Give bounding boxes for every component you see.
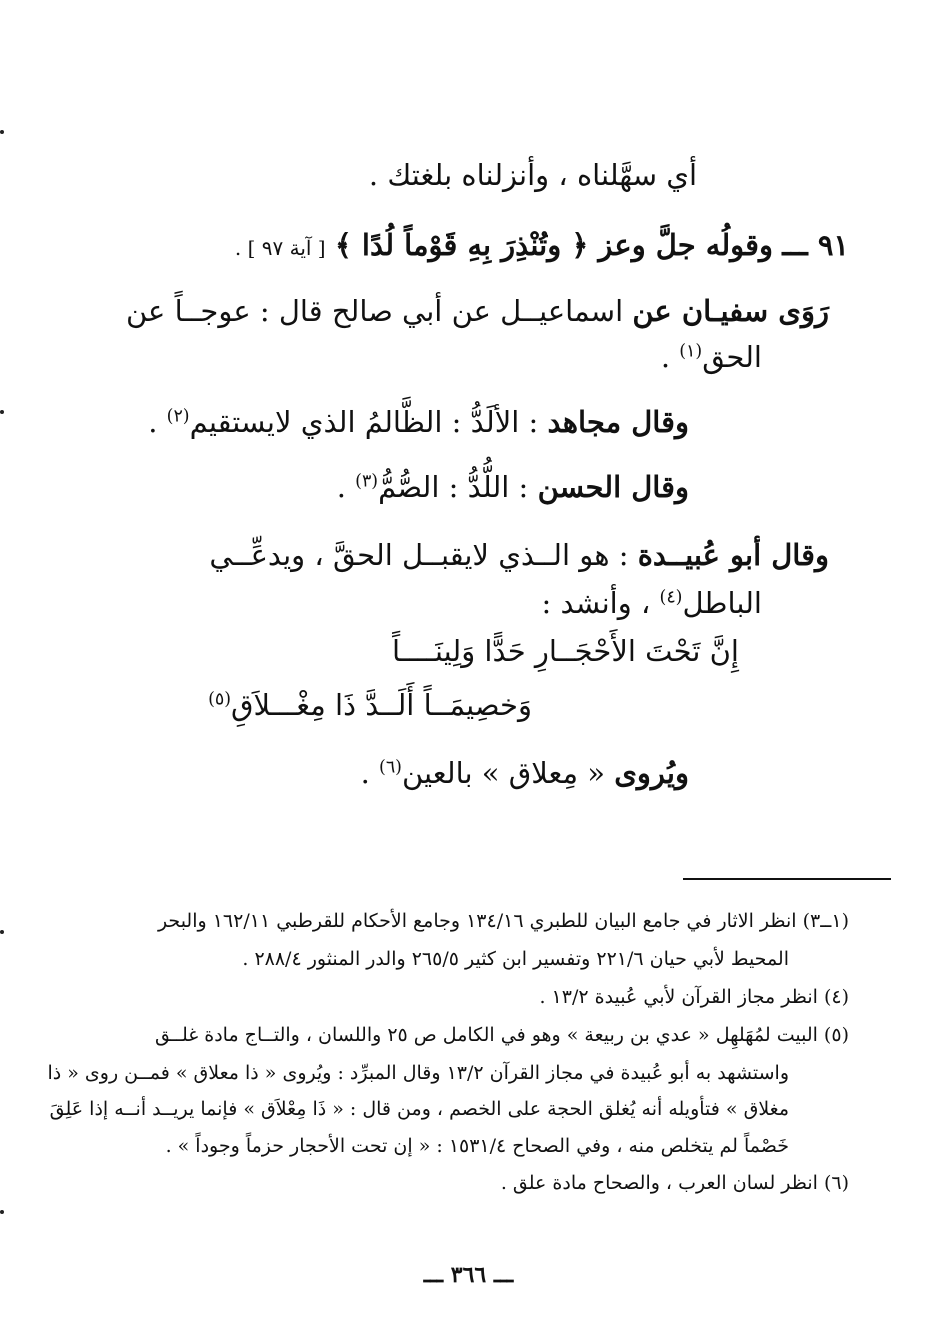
poetry-verse-1 [392, 634, 739, 668]
speaker-name: وقال مجاهد [547, 405, 689, 439]
footnote-line [47, 1062, 789, 1084]
text-line-2 [235, 228, 849, 262]
verse-text: وَخصِيمَــاً أَلَــدَّ ذَا مِغْـــلاَقِ [231, 688, 532, 722]
margin-mark [0, 130, 4, 134]
poetry-verse-2 [208, 688, 532, 722]
footnote-line [539, 986, 849, 1008]
line-text: : الألَدُّ : الظَّالمُ الذي لايستقيم [189, 405, 548, 439]
line-end: ، وأنشد : [541, 586, 660, 620]
footnote-line [501, 1172, 849, 1194]
speaker-name: وقال الحسن [537, 470, 689, 504]
footnote-marker: (٢) [166, 406, 190, 427]
verse-reference: [ آية ٩٧ ] . [234, 236, 326, 260]
footnote-line [166, 1135, 789, 1157]
text-line-8 [542, 586, 762, 620]
footnote-line [155, 1024, 849, 1046]
margin-mark [0, 410, 4, 414]
margin-mark [0, 1210, 4, 1214]
footnote-line [158, 910, 849, 932]
footnote-text: (١ــ٣) انظر الاثار في جامع البيان للطبري ١٣٤/١٦ وجامع الأحكام للقرطبي ١٦٢/١١ والبحر [157, 910, 849, 932]
text-line-3 [126, 294, 829, 328]
footnote-separator [683, 878, 891, 880]
footnote-line [242, 948, 789, 970]
text-line-7 [209, 538, 829, 572]
page-number: ـــ ٣٦٦ ـــ [423, 1262, 514, 1288]
footnote-text: (٥) البيت لمُهَلهِل « عدي بن ربيعة » وهو في الكامل ص ٢٥ واللسان ، والتــاج مادة غلــق [155, 1024, 849, 1046]
text-line-6 [337, 470, 689, 504]
speaker-name: ويُروى [614, 756, 689, 790]
footnote-text: المحيط لأبي حيان ٢٢١/٦ وتفسير ابن كثير ٢٦٥/٥ والدر المنثور ٢٨٨/٤ . [242, 948, 789, 970]
quran-verse-quote: وقولُه جلَّ وعز ﴿ وتُنْذِرَ بِهِ قَوْماً لُدًا ﴾ [334, 228, 774, 262]
text-line-5 [148, 405, 689, 439]
line-end: . [360, 756, 380, 790]
verse-text: إِنَّ تَحْتَ الأَحْجَــارِ حَدًّا وَلِينَــــاً [392, 634, 739, 668]
line-text: الباطل [682, 586, 762, 620]
margin-mark [0, 930, 4, 934]
line-end: . [336, 470, 356, 504]
narrator-name: رَوَى سفيـان عن [632, 294, 829, 328]
footnote-text: (٦) انظر لسان العرب ، والصحاح مادة علق . [500, 1172, 849, 1194]
line-text: اسماعيــل عن أبي صالح قال : عوجــاً عن [125, 294, 624, 328]
footnote-marker: (٥) [208, 689, 232, 710]
line-text: « مِعلاق » بالعين [401, 756, 615, 790]
line-text: أي سهَّلناه ، وأنزلناه بلغتك . [368, 158, 697, 192]
footnote-marker: (٣) [355, 471, 379, 492]
speaker-name: وقال أبو عُبيــدة [637, 538, 829, 572]
text-line-11 [361, 756, 689, 790]
footnote-line [50, 1098, 789, 1120]
footnote-text: مغلاق » فتأويله أنه يُغلق الحجة على الخصم ، ومن قال : « ذَا مِعْلاَق » فإنما يريــد أنــه إذا عَلِقَ [49, 1098, 789, 1120]
line-end: . [148, 405, 167, 439]
footnote-marker: (٤) [659, 587, 683, 608]
text-line-1 [369, 158, 697, 192]
footnote-text: واستشهد به أبو عُبيدة في مجاز القرآن ١٣/٢ وقال المبرِّد : ويُروى « ذا معلاق » فمــن روى « ذا [47, 1062, 789, 1084]
line-text: : اللُّدُّ : الصُّمُّ [378, 470, 538, 504]
footnote-text: (٤) انظر مجاز القرآن لأبي عُبيدة ١٣/٢ . [539, 986, 849, 1008]
verse-number: ٩١ ـــ [782, 228, 849, 262]
footnote-text: خَصْماً لم يتخلص منه ، وفي الصحاح ١٥٣١/٤ : « إن تحت الأحجار حزماً وجوداً » . [165, 1135, 789, 1157]
line-end: . [660, 340, 680, 374]
line-text: الحق [702, 340, 762, 374]
footnote-marker: (٦) [379, 757, 402, 778]
text-line-4 [661, 340, 762, 374]
line-text: : هو الــذي لايقبــل الحقَّ ، ويدعِّــي [209, 538, 638, 572]
footnote-marker: (١) [679, 341, 703, 362]
